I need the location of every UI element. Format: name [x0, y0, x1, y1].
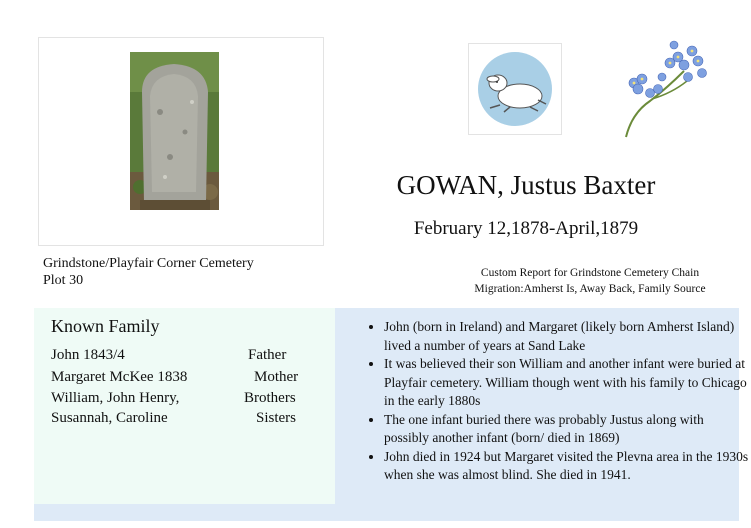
family-member-names: Margaret McKee 1838: [51, 369, 188, 385]
family-heading: Known Family: [51, 316, 160, 336]
photo-frame: [38, 37, 324, 246]
family-member-names: John 1843/4: [51, 347, 125, 363]
family-member-names: Susannah, Caroline: [51, 410, 168, 426]
note-item: • It was believed their son William and another infant were buried at Playfair cemetery. William though went with his family to Chicago in the early 1880s: [384, 355, 751, 411]
plot-number: Plot 30: [43, 273, 84, 288]
person-name: GOWAN, Justus Baxter: [396, 170, 656, 200]
notes-list: [362, 318, 751, 485]
headstone-photo: [130, 52, 219, 210]
note-item: • The one infant buried there was probably Justus along with possibly another infant (born/ died in 1869): [384, 411, 751, 448]
note-item: • John died in 1924 but Margaret visited the Plevna area in the 1930s when she was almost blind. She died in 1941.: [384, 448, 751, 485]
note-item: • John (born in Ireland) and Margaret (likely born Amherst Island) lived a number of years at Sand Lake: [384, 318, 751, 355]
lamb-frame: [468, 43, 562, 135]
family-member-relation: Sisters: [256, 410, 297, 426]
forget-me-not-icon: [612, 33, 712, 141]
bottom-strip: [34, 504, 739, 521]
lamb-icon: [476, 50, 554, 128]
report-migration: Migration:Amherst Is, Away Back, Family Source: [474, 283, 706, 295]
person-dates: February 12,1878-April,1879: [413, 218, 639, 239]
report-title: Custom Report for Grindstone Cemetery Chain: [480, 267, 700, 279]
family-member-relation: Mother: [254, 369, 299, 385]
family-member-relation: Father: [248, 347, 287, 363]
cemetery-name: Grindstone/Playfair Corner Cemetery: [43, 256, 254, 271]
family-member-relation: Brothers: [244, 390, 296, 406]
family-member-names: William, John Henry,: [51, 390, 180, 406]
